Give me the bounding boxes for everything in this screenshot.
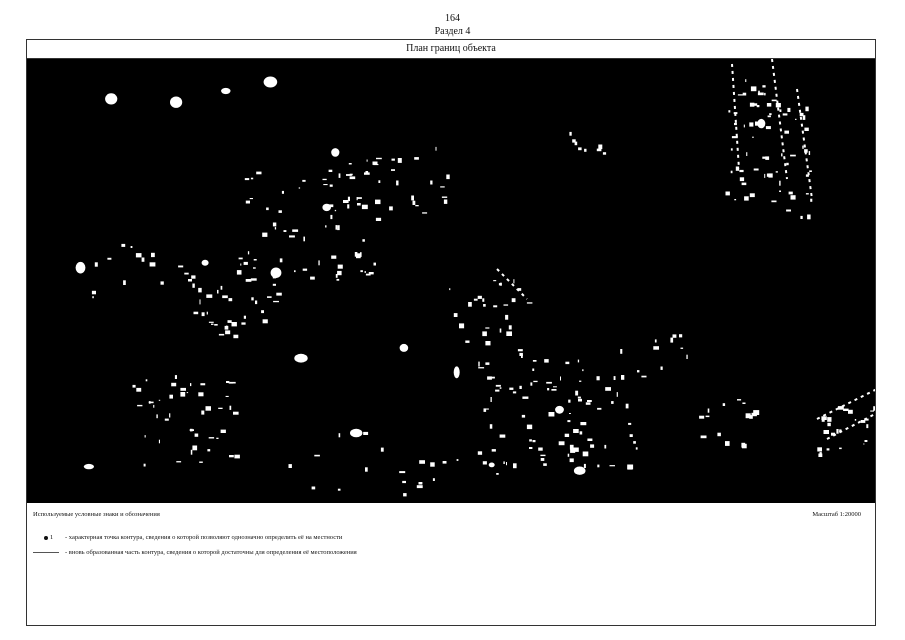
plan-title: План границ объекта: [27, 40, 875, 59]
point-icon-label: 1: [50, 534, 54, 541]
map-image: [27, 59, 875, 503]
legend-item-line: [33, 549, 375, 557]
legend-item-point: [33, 534, 425, 542]
page-number: 164: [445, 13, 460, 24]
legend-item-text: - характерная точка контура, сведения о которой позволяют однозначно определить её на местности: [65, 534, 343, 541]
satellite-map: [27, 59, 875, 503]
line-icon: [33, 549, 65, 557]
legend-item-text: - вновь образованная часть контура, сведения о которой достаточны для определения её местоположения: [65, 549, 357, 556]
plan-frame: [26, 39, 876, 626]
section-label: Раздел 4: [434, 26, 471, 37]
point-icon: [33, 534, 65, 542]
legend-heading: Используемые условные знаки и обозначения: [33, 511, 160, 518]
scale-label: Масштаб 1:20000: [812, 511, 861, 518]
